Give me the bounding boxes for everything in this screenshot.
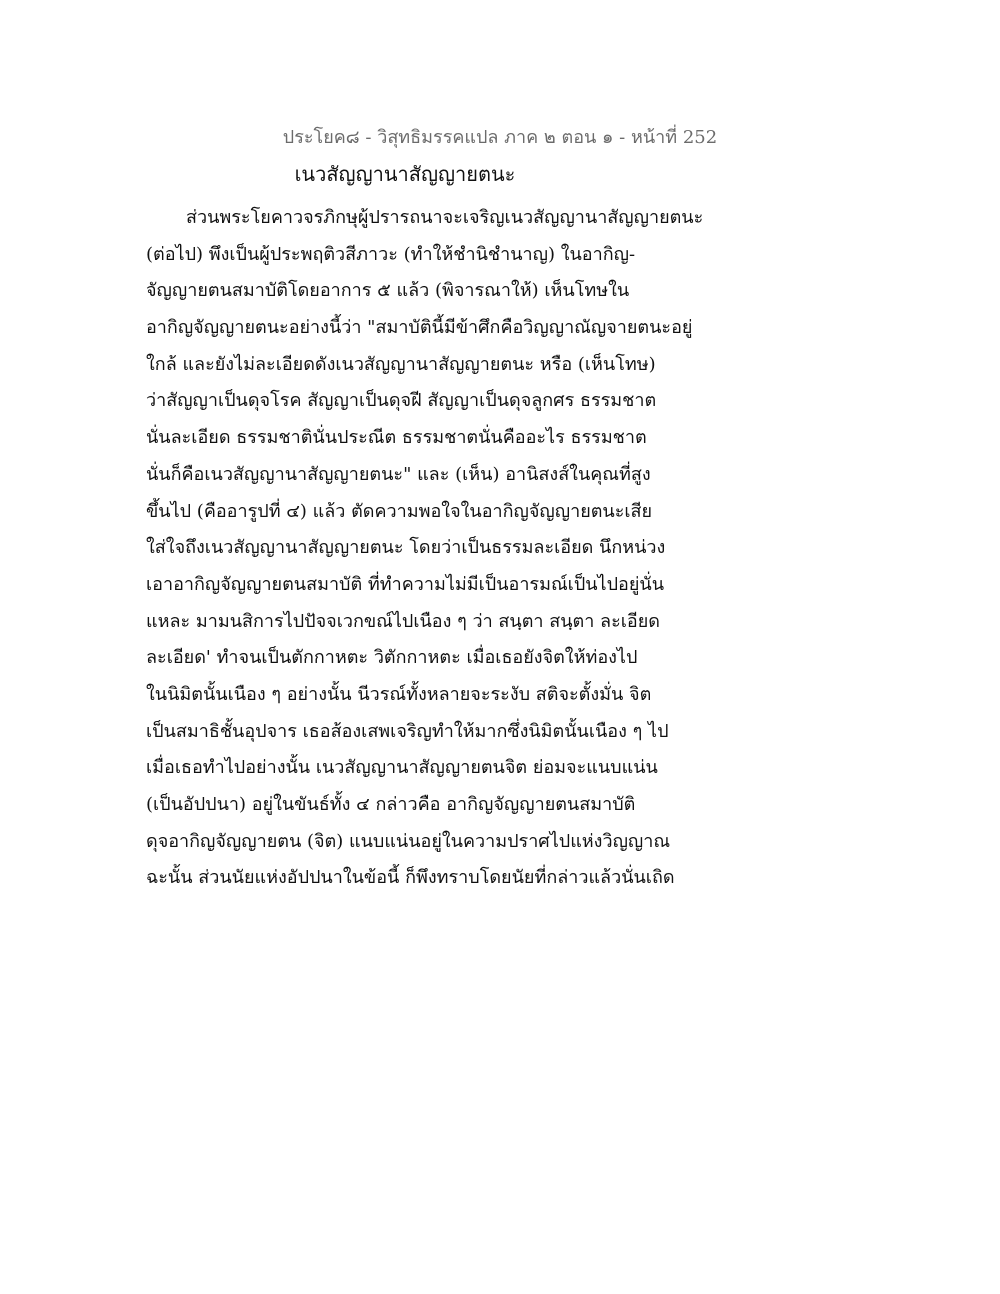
running-header: ประโยค๘ - วิสุทธิมรรคแปล ภาค ๒ ตอน ๑ - หน้าที่ 252 xyxy=(282,127,718,148)
body-text xyxy=(146,200,726,897)
body-line: จัญญายตนสมาบัติโดยอาการ ๕ แล้ว (พิจารณาให้) เห็นโทษใน xyxy=(146,280,630,302)
body-line: แหละ มามนสิการไปปัจจเวกขณ์ไปเนือง ๆ ว่า สนฺตา สนฺตา ละเอียด xyxy=(146,610,660,632)
body-line: เมื่อเธอทำไปอย่างนั้น เนวสัญญานาสัญญายตนจิต ย่อมจะแนบแน่น xyxy=(146,757,658,779)
body-line: นั่นละเอียด ธรรมชาตินั่นประณีต ธรรมชาตนั่นคืออะไร ธรรมชาต xyxy=(146,427,647,449)
body-line: (เป็นอัปปนา) อยู่ในขันธ์ทั้ง ๔ กล่าวคือ อากิญจัญญายตนสมาบัติ xyxy=(146,794,636,815)
body-line: ใกล้ และยังไม่ละเอียดดังเนวสัญญานาสัญญายตนะ หรือ (เห็นโทษ) xyxy=(146,353,656,375)
body-line: ส่วนพระโยคาวจรภิกษุผู้ปรารถนาจะเจริญเนวสัญญานาสัญญายตนะ xyxy=(186,207,704,228)
body-line: เอาอากิญจัญญายตนสมาบัติ ที่ทำความไม่มีเป็นอารมณ์เป็นไปอยู่นั่น xyxy=(146,573,664,595)
body-line: นั่นก็คือเนวสัญญานาสัญญายตนะ" และ (เห็น) อานิสงส์ในคุณที่สูง xyxy=(146,463,651,485)
body-line: (ต่อไป) พึงเป็นผู้ประพฤติวสีภาวะ (ทำให้ชำนิชำนาญ) ในอากิญ- xyxy=(146,243,636,265)
body-line: ว่าสัญญาเป็นดุจโรค สัญญาเป็นดุจฝี สัญญาเป็นดุจลูกศร ธรรมชาต xyxy=(146,390,657,412)
body-line: ขึ้นไป (คืออารูปที่ ๔) แล้ว ตัดความพอใจในอากิญจัญญายตนะเสีย xyxy=(146,500,653,522)
body-line: ฉะนั้น ส่วนนัยแห่งอัปปนาในข้อนี้ ก็พึงทราบโดยนัยที่กล่าวแล้วนั่นเถิด xyxy=(146,867,675,889)
body-line: ดุจอากิญจัญญายตน (จิต) แนบแน่นอยู่ในความปราศไปแห่งวิญญาณ xyxy=(146,830,671,852)
body-line: อากิญจัญญายตนะอย่างนี้ว่า "สมาบัตินี้มีข้าศึกคือวิญญาณัญจายตนะอยู่ xyxy=(146,317,693,339)
body-line: ละเอียด' ทำจนเป็นตักกาหตะ วิตักกาหตะ เมื่อเธอยังจิตให้ท่องไป xyxy=(146,647,638,669)
body-line: ใส่ใจถึงเนวสัญญานาสัญญายตนะ โดยว่าเป็นธรรมละเอียด นึกหน่วง xyxy=(146,537,666,559)
body-line: เป็นสมาธิชั้นอุปจาร เธอส้องเสพเจริญทำให้มากซึ่งนิมิตนั้นเนือง ๆ ไป xyxy=(146,720,669,742)
section-title: เนวสัญญานาสัญญายตนะ xyxy=(294,162,516,186)
body-line: ในนิมิตนั้นเนือง ๆ อย่างนั้น นีวรณ์ทั้งหลายจะระงับ สติจะตั้งมั่น จิต xyxy=(146,683,652,705)
